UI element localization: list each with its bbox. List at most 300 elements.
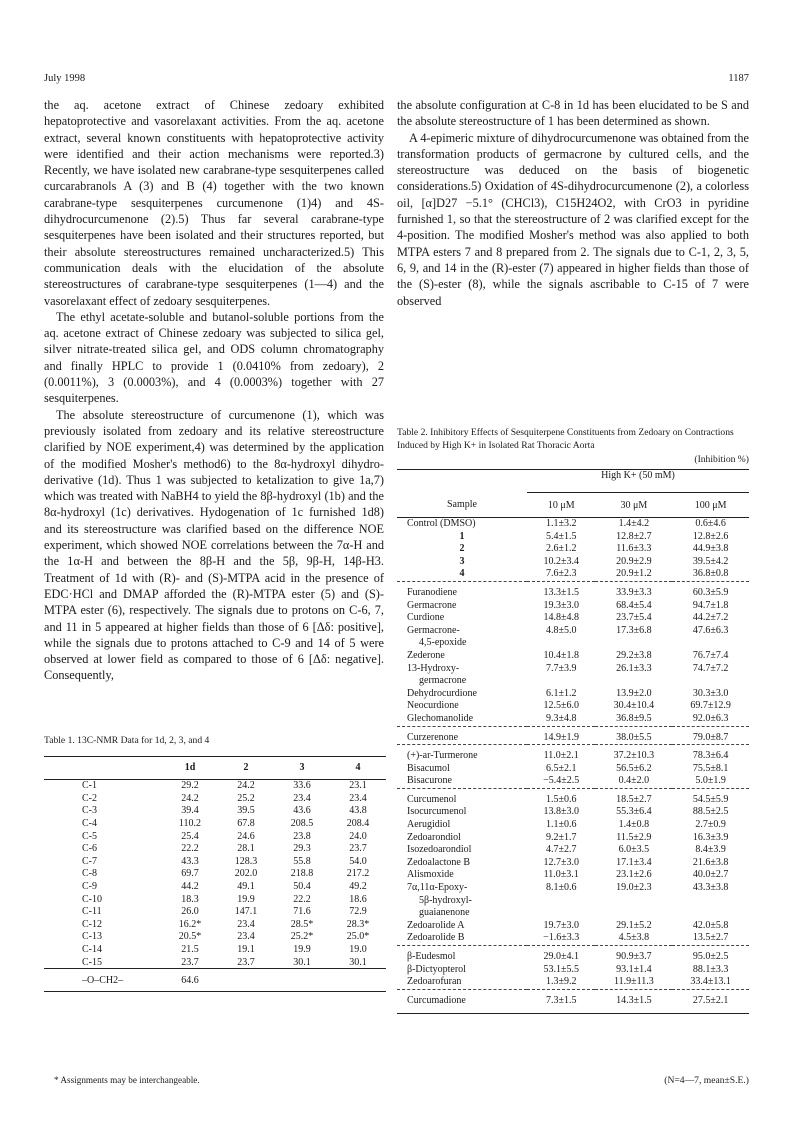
table-row [44, 943, 386, 956]
table-cell: 29.2 [181, 780, 199, 792]
table-cell: 30.3±3.0 [692, 687, 729, 699]
column-header: 100 μM [694, 499, 727, 511]
table-cell: Zedoarolide B [407, 932, 465, 944]
table-cell: 50.4 [293, 881, 311, 893]
table-cell: 23.1 [349, 780, 367, 792]
table-cell: 217.2 [346, 868, 370, 880]
table-row [44, 868, 386, 881]
table-row [397, 869, 749, 882]
table-row [397, 531, 749, 544]
table-cell: C-15 [82, 956, 102, 968]
table-cell: 44.2 [181, 881, 199, 893]
table-cell: 38.0±5.5 [616, 731, 652, 743]
table-cell: 95.0±2.5 [692, 951, 729, 962]
table-row [397, 650, 749, 663]
table-cell [330, 969, 386, 992]
table-cell: 40.0±2.7 [692, 869, 729, 881]
table-cell [274, 969, 330, 992]
table-cell: 43.3 [181, 855, 199, 867]
table-cell: 3 [459, 555, 465, 567]
table-cell: 19.9 [293, 944, 311, 956]
table-row [397, 625, 749, 638]
paragraph: The absolute stereostructure of curcumenone (1), which was previously isolated from zedoary and its relative stereostructure clarified by NOE experiment,4) was determined by the application of the modified Mosher's method6) to the 8α-hydroxyl dihydro-derivative (1d). Thus 1 was subjected to ketalization to give 1a,7) which was treated with NaBH4 to yield the 8β-hydroxyl (1b) and the 8α-hydroxyl (1c) derivatives. Hydogenation of 1c furnished 1d8) and its stereostructure was clarified based on the difference NOE experiment, which showed NOE correlations between the 7α-H and the 1α-H and between the 8β-H and the 5β, 9β-H, 14β-H3. Treatment of 1d with (R)- and (S)-MTPA acid in the presence of EDC·HCl and DMAP afforded the (R)-MTPA ester (5) and (S)-MTPA ester (6), respectively. The signals due to protons on C-6, 7, and 11 in 5 appeared at higher fields than those of 6 [Δδ: positive], while the signals due to protons attached to C-9 and 14 of 5 were observed at lower field as compared to those of 6 [Δδ: negative]. Consequently, [44, 407, 384, 683]
inhibition-table [397, 469, 749, 1014]
table-cell [218, 969, 274, 992]
table-cell: 29.2±3.8 [616, 649, 652, 661]
table-cell: Isocurcumenol [407, 806, 467, 818]
table-cell: C-14 [82, 944, 102, 956]
table-cell: 11.5±2.9 [616, 831, 652, 843]
table-row [397, 726, 749, 745]
table-cell: 67.8 [237, 818, 255, 830]
table-cell: 19.9 [237, 893, 255, 905]
table-cell: 128.3 [234, 855, 258, 867]
table-cell: 23.7 [181, 956, 199, 968]
table-cell: 1.1±3.2 [545, 518, 577, 529]
table-cell: 60.3±5.9 [692, 586, 729, 598]
column-header [44, 756, 162, 779]
table-cell: 69.7 [181, 868, 199, 880]
table-cell: 9.2±1.7 [545, 831, 577, 843]
table-cell: 202.0 [234, 868, 258, 880]
table-cell: 1.4±0.8 [618, 819, 650, 831]
table-cell [672, 907, 749, 920]
table-cell [527, 907, 595, 920]
table-cell: Control (DMSO) [407, 518, 476, 529]
table-cell: 20.9±1.2 [616, 568, 652, 580]
table-cell: 24.2 [237, 780, 255, 792]
table-cell: 7.7±3.9 [545, 662, 577, 674]
table-cell: 4.7±2.7 [545, 844, 577, 856]
table-cell: Aerugidiol [407, 819, 451, 831]
table-cell: Zedoarolide A [407, 919, 465, 931]
table-row [397, 907, 749, 920]
table-cell: Curdione [407, 612, 445, 624]
table-cell: 30.1 [293, 956, 311, 968]
table-1 [44, 735, 386, 992]
paragraph: The ethyl acetate-soluble and butanol-soluble portions from the aq. acetone extract of Chinese zedoary was subjected to silica gel, silver nitrate-treated silica gel, and ODS column chromatography and finally HPLC to provide 1 (0.0410% from zedoary), 2 (0.0011%), 3 (0.0003%), and 4 (0.0003%) together with 27 sesquiterpenes. [44, 309, 384, 406]
table-cell: 19.1 [237, 944, 255, 956]
table-cell: 92.0±6.3 [692, 712, 729, 724]
table-cell: 14.9±1.9 [543, 731, 579, 743]
table-cell: 21.6±3.8 [692, 856, 729, 868]
table-cell: 14.3±1.5 [616, 994, 652, 1006]
table-cell [595, 895, 672, 908]
table-cell: 12.7±3.0 [543, 856, 579, 868]
table-row [397, 663, 749, 676]
table-cell: 2.6±1.2 [545, 543, 577, 555]
table-cell: 23.4 [293, 792, 311, 804]
table-cell: 1.5±0.6 [545, 793, 577, 805]
table-cell: (+)-ar-Turmerone [407, 750, 478, 762]
table-cell: 28.1 [237, 843, 255, 855]
table-cell: Furanodiene [407, 586, 457, 598]
table-cell: 11.0±2.1 [543, 750, 579, 762]
table-cell: 110.2 [178, 818, 202, 830]
table-cell: 1.3±9.2 [545, 976, 577, 988]
table-cell: 21.5 [181, 944, 199, 956]
table-row [397, 844, 749, 857]
table-cell: 23.8 [293, 830, 311, 842]
table-cell: 0.4±2.0 [618, 775, 650, 787]
table-row [397, 637, 749, 650]
table-cell: C-11 [82, 906, 102, 918]
table-cell: 47.6±6.3 [692, 624, 729, 636]
table-2-caption: Table 2. Inhibitory Effects of Sesquiterpene Constituents from Zedoary on Contractions Induced by High K+ in Isolated Rat Thoracic Aorta [397, 427, 734, 451]
table-row [44, 779, 386, 792]
table-cell: 55.8 [293, 855, 311, 867]
table-cell: C-3 [82, 805, 97, 817]
table-cell: 208.5 [290, 818, 314, 830]
group-header: High K+ (50 mM) [527, 470, 749, 493]
column-header: 4 [355, 762, 361, 773]
table-row [397, 713, 749, 726]
table-cell: −1.6±3.3 [543, 932, 580, 944]
table-cell: C-9 [82, 881, 97, 893]
table-cell: Bisacumol [407, 762, 450, 774]
table-cell: C-10 [82, 893, 102, 905]
table-cell: 88.5±2.5 [692, 806, 729, 818]
table-2-footnote: (N=4—7, mean±S.E.) [664, 1075, 749, 1086]
table-row [397, 763, 749, 776]
table-cell: 24.6 [237, 830, 255, 842]
table-cell: Curcumadione [407, 994, 466, 1006]
table-row [397, 788, 749, 806]
table-cell: 13.8±3.0 [543, 806, 579, 818]
table-row [397, 976, 749, 989]
table-cell: 71.6 [293, 906, 311, 918]
table-cell: 28.3* [346, 918, 370, 930]
table-row [44, 918, 386, 931]
table-cell: 54.5±5.9 [692, 793, 729, 805]
table-row [44, 969, 386, 992]
table-cell: C-4 [82, 818, 97, 830]
table-row [397, 568, 749, 581]
left-text-column [44, 97, 384, 684]
table-row [44, 956, 386, 969]
table-row [44, 830, 386, 843]
table-cell: 5β-hydroxyl- [419, 894, 472, 906]
table-cell: Neocurdione [407, 700, 459, 712]
table-row [397, 700, 749, 713]
table-cell: germacrone [419, 675, 467, 687]
table-row [44, 880, 386, 893]
table-cell: 4.8±5.0 [545, 624, 577, 636]
table-cell [595, 907, 672, 920]
table-row [397, 819, 749, 832]
table-cell: guaianenone [419, 907, 470, 919]
table-cell: 33.4±13.1 [690, 976, 731, 988]
table-cell: 94.7±1.8 [692, 599, 729, 611]
column-header: 30 μM [620, 499, 648, 511]
column-header: Sample [447, 499, 477, 511]
paragraph: A 4-epimeric mixture of dihydrocurcumenone was obtained from the transformation products of germacrone by cultured cells, and the stereostructure was deduced on the basis of biogenetic considerations.5) Oxidation of 4S-dihydrocurcumenone (2), a colorless oil, [α]D27 −5.1° (CHCl3), C15H24O2, with CrO3 in pyridine furnished 1, so that the stereostructure of 2 was clarified except for the 4-position. The modified Mosher's method was also applied to both MTPA esters 7 and 8 prepared from 2. The signals due to C-1, 2, 3, 5, 6, 9, and 14 in the (R)-ester (7) appeared in higher fields than those of the (S)-ester (8), while the signals ascribable to C-15 of 7 were observed [397, 130, 749, 308]
table-cell [595, 675, 672, 688]
table-cell: 75.5±8.1 [692, 762, 729, 774]
table-cell: Zedoarofuran [407, 976, 462, 988]
table-cell: 74.7±7.2 [692, 662, 729, 674]
table-cell: 69.7±12.9 [690, 700, 731, 712]
table-cell: 78.3±6.4 [692, 750, 729, 762]
paragraph: the aq. acetone extract of Chinese zedoary exhibited hepatoprotective and vasorelaxant activities. From the aq. acetone extract, several known constituents with hepatoprotective activity were identified and their action mechanisms were reported.3) Recently, we have isolated new carabrane-type sesquiterpenes called curcarabranols A (3) and B (4) together with the two known carabrane-type sesquiterpenes curcumenone (1)4) and 4S-dihydrocurcumenone (2).5) Thus far several carabrane-type sesquiterpenes have been isolated and their structures reported, but their absolute stereostructures remained uncharacterized.5) This communication deals with the elucidation of the absolute stereostructures of carabrane-type sesquiterpenes (1—4) and the vasorelaxant effect of zedoary sesquiterpenes. [44, 98, 384, 308]
table-cell: 93.1±1.4 [616, 963, 652, 975]
table-cell: C-5 [82, 830, 97, 842]
table-cell: Germacrone [407, 599, 457, 611]
table-cell: 4.5±3.8 [618, 932, 650, 944]
table-row [397, 857, 749, 870]
table-cell: 53.1±5.5 [543, 963, 579, 975]
table-cell: 18.3 [181, 893, 199, 905]
table-cell: 14.8±4.8 [543, 612, 579, 624]
table-cell: 4,5-epoxide [419, 637, 467, 649]
table-cell: 22.2 [293, 893, 311, 905]
table-row [397, 612, 749, 625]
table-cell: Isozedoarondiol [407, 844, 472, 856]
right-text-column [397, 97, 749, 309]
table-cell: 2 [459, 543, 465, 555]
table-cell: 26.0 [181, 906, 199, 918]
table-cell: 36.8±9.5 [616, 712, 652, 724]
page-number: 1187 [728, 73, 749, 84]
table-cell: 39.4 [181, 805, 199, 817]
table-cell: 27.5±2.1 [692, 994, 729, 1006]
table-cell: 20.9±2.9 [616, 555, 652, 567]
table-cell: 16.3±3.9 [692, 831, 729, 843]
table-cell: 1 [459, 530, 465, 542]
column-header: 3 [299, 762, 305, 773]
table-cell: 29.1±5.2 [616, 919, 652, 931]
table-cell: 25.2* [290, 931, 314, 943]
table-cell: 43.3±3.8 [692, 882, 729, 894]
table-cell: 88.1±3.3 [692, 963, 729, 975]
table-cell: 8.4±3.9 [695, 844, 726, 856]
table-row [397, 600, 749, 613]
table-cell: 43.6 [293, 805, 311, 817]
table-row [397, 882, 749, 895]
table-cell: 23.7 [237, 956, 255, 968]
table-cell [527, 895, 595, 908]
table-cell [672, 637, 749, 650]
table-cell: 49.2 [349, 881, 367, 893]
table-cell: Germacrone- [407, 624, 460, 636]
table-cell: 23.4 [237, 931, 255, 943]
table-row [397, 806, 749, 819]
table-cell: 13.9±2.0 [616, 687, 652, 699]
table-2-unit: (Inhibition %) [694, 454, 749, 465]
paragraph: the absolute configuration at C-8 in 1d has been elucidated to be S and the absolute stereostructure of 1 has been determined as shown. [397, 98, 749, 129]
table-cell: 24.2 [181, 792, 199, 804]
table-cell: 39.5 [237, 805, 255, 817]
table-cell: 13.3±1.5 [543, 586, 579, 598]
table-cell: 6.1±1.2 [545, 687, 577, 699]
table-cell: 49.1 [237, 881, 255, 893]
table-row [44, 805, 386, 818]
table-row [397, 556, 749, 569]
table-cell: 23.7 [349, 843, 367, 855]
table-cell: 13-Hydroxy- [407, 662, 460, 674]
running-header-date: July 1998 [44, 73, 86, 84]
table-cell [672, 675, 749, 688]
table-cell: C-1 [82, 780, 97, 792]
table-row [397, 964, 749, 977]
table-cell: 13.5±2.7 [692, 932, 729, 944]
table-cell: C-2 [82, 792, 97, 804]
table-cell: 208.4 [346, 818, 370, 830]
table-cell: Zedoarondiol [407, 831, 461, 843]
table-row [397, 832, 749, 845]
table-cell: 6.0±3.5 [618, 844, 650, 856]
table-cell: 30.4±10.4 [613, 700, 655, 712]
table-cell: Curcumenol [407, 793, 457, 805]
table-1-caption: Table 1. 13C-NMR Data for 1d, 2, 3, and 4 [44, 735, 210, 746]
table-row [397, 745, 749, 763]
table-cell: 12.5±6.0 [543, 700, 579, 712]
table-cell: 218.8 [290, 868, 314, 880]
table-row [397, 895, 749, 908]
table-cell: 5.4±1.5 [545, 530, 577, 542]
table-cell: 6.5±2.1 [545, 762, 577, 774]
table-cell: 33.6 [293, 780, 311, 792]
table-cell: 23.4 [237, 918, 255, 930]
table-cell: Dehydrocurdione [407, 687, 477, 699]
table-cell: 19.7±3.0 [543, 919, 579, 931]
table-row [397, 920, 749, 933]
table-cell: 39.5±4.2 [692, 555, 729, 567]
table-cell: 11.0±3.1 [543, 869, 579, 881]
table-cell: 23.4 [349, 792, 367, 804]
table-cell: 4 [459, 568, 465, 580]
table-cell: 7.3±1.5 [545, 994, 577, 1006]
table-cell: 33.9±3.3 [616, 586, 652, 598]
table-cell: 42.0±5.8 [692, 919, 729, 931]
table-2 [397, 427, 749, 1014]
table-cell: 29.3 [293, 843, 311, 855]
table-row [397, 946, 749, 964]
nmr-data-table [44, 756, 386, 993]
table-cell: 22.2 [181, 843, 199, 855]
table-cell: C-8 [82, 868, 97, 880]
table-row [397, 675, 749, 688]
table-row [44, 893, 386, 906]
table-cell: 90.9±3.7 [616, 951, 652, 962]
table-cell: C-6 [82, 843, 97, 855]
table-cell: 1.4±4.2 [618, 518, 650, 529]
table-cell: 16.2* [178, 918, 202, 930]
table-cell: 5.0±1.9 [695, 775, 726, 787]
table-cell: 68.4±5.4 [616, 599, 652, 611]
table-cell: 11.9±11.3 [613, 976, 654, 988]
table-cell [527, 675, 595, 688]
table-cell: 79.0±8.7 [692, 731, 729, 743]
table-cell [595, 637, 672, 650]
table-row [397, 518, 749, 531]
table-cell: C-13 [82, 931, 102, 943]
table-cell: Glechomanolide [407, 712, 474, 724]
column-header: 2 [243, 762, 249, 773]
table-cell: 19.3±3.0 [543, 599, 579, 611]
table-row [397, 543, 749, 556]
table-cell: 11.6±3.3 [616, 543, 652, 555]
table-cell: 76.7±7.4 [692, 649, 729, 661]
table-cell: 12.8±2.7 [616, 530, 652, 542]
table-cell: 17.1±3.4 [616, 856, 652, 868]
table-cell [527, 637, 595, 650]
table-cell: −5.4±2.5 [543, 775, 580, 787]
table-row [44, 842, 386, 855]
table-cell: Zedoalactone B [407, 856, 471, 868]
table-row [397, 581, 749, 599]
table-cell: 9.3±4.8 [545, 712, 577, 724]
table-row [44, 855, 386, 868]
table-cell: 25.4 [181, 830, 199, 842]
table-cell: 18.5±2.7 [616, 793, 652, 805]
table-cell: 17.3±6.8 [616, 624, 652, 636]
column-header: 10 μM [547, 499, 575, 511]
table-cell: 12.8±2.6 [692, 530, 729, 542]
table-cell: Bisacurone [407, 775, 452, 787]
table-cell: 19.0±2.3 [616, 882, 652, 894]
table-cell: 19.0 [349, 944, 367, 956]
table-cell: 18.6 [349, 893, 367, 905]
table-cell: 25.0* [346, 931, 370, 943]
table-cell: C-7 [82, 855, 97, 867]
table-cell: 56.5±6.2 [616, 762, 652, 774]
table-row [44, 817, 386, 830]
table-cell: 8.1±0.6 [545, 882, 577, 894]
table-cell: 28.5* [290, 918, 314, 930]
table-cell: 1.1±0.6 [545, 819, 577, 831]
table-cell: 55.3±6.4 [616, 806, 652, 818]
table-cell: Zederone [407, 649, 445, 661]
table-1-footnote: * Assignments may be interchangeable. [54, 1075, 200, 1085]
table-cell: 44.9±3.8 [692, 543, 729, 555]
column-header: 1d [184, 762, 196, 773]
table-cell: 23.7±5.4 [616, 612, 652, 624]
table-cell: 7.6±2.3 [545, 568, 577, 580]
table-cell: 23.1±2.6 [616, 869, 652, 881]
table-cell [672, 895, 749, 908]
table-cell: 147.1 [234, 906, 258, 918]
table-cell: 7α,11α-Epoxy- [407, 882, 468, 894]
table-cell: 10.4±1.8 [543, 649, 579, 661]
table-row [397, 989, 749, 1013]
table-cell: 10.2±3.4 [543, 555, 579, 567]
table-cell: 36.8±0.8 [692, 568, 729, 580]
table-cell: Alismoxide [407, 869, 454, 881]
table-cell: 0.6±4.6 [695, 518, 726, 529]
table-cell: 72.9 [349, 906, 367, 918]
table-cell: 64.6 [181, 974, 199, 986]
table-cell: 44.2±7.2 [692, 612, 729, 624]
table-cell: 25.2 [237, 792, 255, 804]
table-cell: –O–CH2– [82, 974, 124, 986]
table-cell: Curzerenone [407, 731, 459, 743]
table-row [397, 775, 749, 788]
table-cell: C-12 [82, 918, 102, 930]
table-cell: 43.8 [349, 805, 367, 817]
table-cell: β-Dictyopterol [407, 963, 466, 975]
table-cell: 37.2±10.3 [613, 750, 655, 762]
table-row [397, 932, 749, 945]
table-cell: 54.0 [349, 855, 367, 867]
table-cell: 29.0±4.1 [543, 951, 579, 962]
table-row [44, 905, 386, 918]
table-row [44, 931, 386, 944]
table-cell: β-Eudesmol [407, 951, 456, 962]
table-row [44, 792, 386, 805]
table-cell: 20.5* [178, 931, 202, 943]
table-cell: 26.1±3.3 [616, 662, 652, 674]
